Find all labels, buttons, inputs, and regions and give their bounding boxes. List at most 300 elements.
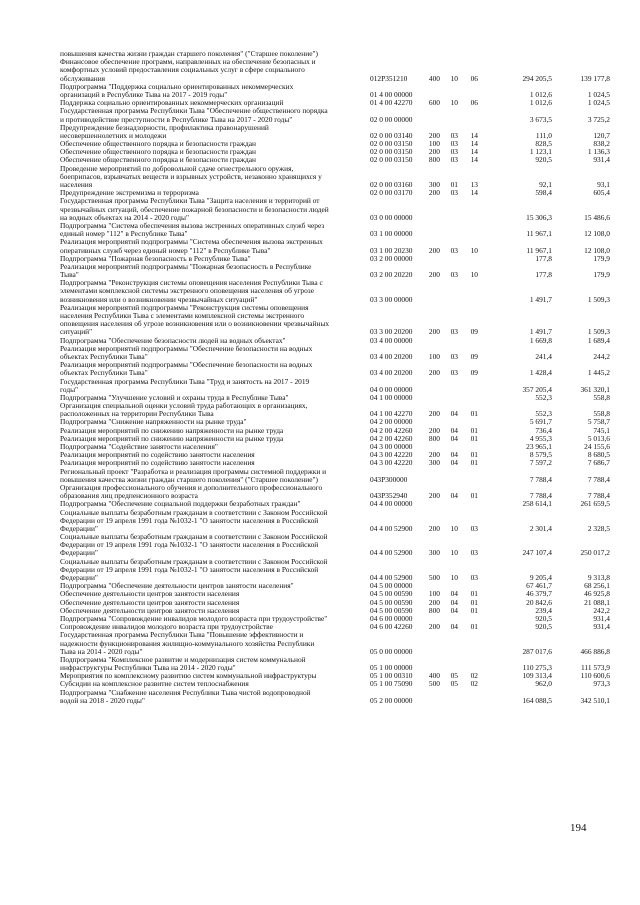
- subsection: 01: [470, 409, 478, 419]
- expense-type: 400: [428, 671, 440, 681]
- amount-year-2: 261 659,5: [580, 499, 610, 509]
- section: 04: [450, 450, 458, 460]
- subsection: 01: [470, 605, 478, 615]
- section: 10: [450, 523, 458, 533]
- description-line: Реализация мероприятий подпрограммы "Система обеспечения вызова экстренных: [60, 238, 323, 247]
- section: 01: [450, 180, 458, 189]
- amount-year-2: 973,3: [593, 679, 610, 689]
- table-row: [60, 631, 612, 656]
- description-line: обслуживания: [60, 74, 106, 83]
- amount-year-2: 111 573,9: [580, 663, 610, 673]
- row-values: [60, 459, 612, 467]
- row-values: [60, 394, 612, 402]
- expense-type: 200: [428, 409, 440, 419]
- table-row: [60, 197, 612, 222]
- description-line: надежности функционирования жилищно-коммунального хозяйства Республики: [60, 639, 315, 648]
- section: 03: [450, 188, 458, 198]
- table-row: [60, 599, 612, 607]
- target-article-code: 05 1 00 00310: [370, 671, 413, 681]
- amount-year-2: 361 320,1: [580, 384, 610, 394]
- expense-type: 500: [428, 573, 440, 582]
- amount-year-2: 244,2: [593, 351, 610, 361]
- description-line: повышения качества жизни граждан старшего поколения" ("Старшее поколение"): [60, 50, 318, 58]
- amount-year-2: 466 886,8: [580, 646, 610, 656]
- expense-type: 300: [428, 458, 440, 468]
- subsection: 09: [470, 327, 478, 337]
- description-line: Обеспечение деятельности центров занятости населения: [60, 606, 240, 615]
- target-article-code: 01 4 00 00000: [370, 89, 413, 99]
- row-values: [60, 189, 612, 197]
- amount-year-1: 1 123,1: [529, 147, 552, 157]
- amount-year-1: 552,3: [535, 392, 552, 402]
- amount-year-2: 1 024,5: [587, 98, 610, 108]
- expense-type: 300: [428, 180, 440, 189]
- description-line: Подпрограмма "Сопровождение инвалидов молодого возраста при трудоустройстве": [60, 614, 328, 623]
- amount-year-2: 931,4: [593, 155, 610, 165]
- row-values: [60, 549, 612, 557]
- section: 05: [450, 671, 458, 681]
- target-article-code: 02 0 00 03170: [370, 188, 413, 198]
- amount-year-2: 3 725,2: [587, 114, 610, 124]
- row-values: [60, 369, 612, 377]
- description-line: повышения качества жизни граждан старшего поколения" ("Старшее поколение"): [60, 475, 318, 484]
- description-line: образования лиц предпенсионного возраста: [60, 492, 198, 501]
- section: 03: [450, 245, 458, 255]
- amount-year-2: 1 136,3: [587, 147, 610, 157]
- amount-year-2: 68 256,1: [584, 581, 610, 591]
- amount-year-1: 23 965,1: [526, 442, 552, 451]
- target-article-code: 04 3 00 42220: [370, 450, 413, 460]
- amount-year-1: 7 788,4: [529, 491, 552, 501]
- table-row: [60, 500, 612, 508]
- amount-year-1: 3 673,5: [529, 114, 552, 124]
- row-values: [60, 607, 612, 615]
- description-line: Подпрограмма "Улучшение условий и охраны труда в Республике Тыва": [60, 393, 289, 402]
- section: 03: [450, 130, 458, 140]
- amount-year-1: 241,4: [535, 351, 552, 361]
- target-article-code: 02 0 00 03140: [370, 130, 413, 140]
- table-row: [60, 99, 612, 107]
- target-article-code: 04 2 00 42260: [370, 425, 413, 435]
- expense-type: 800: [428, 605, 440, 615]
- amount-year-2: 1 509,3: [587, 294, 610, 304]
- description-line: Поддержка социально ориентированных некоммерческих организаций: [60, 99, 284, 108]
- amount-year-1: 67 461,7: [526, 581, 552, 591]
- description-line: оперативных служб через единый номер "112" в Республике Тыва": [60, 246, 271, 255]
- amount-year-2: 2 328,5: [587, 523, 610, 533]
- description-line: комфортных условий предоставления социальных услуг в сфере социального: [60, 66, 305, 75]
- amount-year-2: 558,8: [593, 409, 610, 419]
- description-line: несовершеннолетних и молодежи: [60, 131, 167, 140]
- row-values: [60, 680, 612, 688]
- description-line: Федерации от 19 апреля 1991 года №1032-1 "О занятости населения в Российской: [60, 541, 319, 550]
- expense-type: 200: [428, 327, 440, 337]
- row-values: [60, 697, 612, 705]
- description-line: Обеспечение деятельности центров занятости населения: [60, 590, 240, 599]
- description-line: Реализация мероприятий по содействию занятости населения: [60, 451, 255, 460]
- section: 10: [450, 98, 458, 108]
- section: 10: [450, 73, 458, 83]
- amount-year-2: 605,4: [593, 188, 610, 198]
- subsection: 10: [470, 245, 478, 255]
- amount-year-1: 7 597,2: [529, 458, 552, 468]
- row-values: [60, 500, 612, 508]
- subsection: 09: [470, 368, 478, 378]
- target-article-code: 043P352940: [370, 491, 408, 501]
- table-row: [60, 394, 612, 402]
- expense-type: 200: [428, 523, 440, 533]
- target-article-code: 05 0 00 00000: [370, 646, 413, 656]
- table-row: [60, 83, 612, 99]
- row-values: [60, 247, 612, 255]
- expense-type: 800: [428, 155, 440, 165]
- description-line: чрезвычайных ситуаций, обеспечение пожарной безопасности и безопасности людей: [60, 205, 329, 214]
- row-values: [60, 255, 612, 263]
- amount-year-2: 7 788,4: [587, 474, 610, 484]
- row-values: [60, 672, 612, 680]
- table-row: [60, 337, 612, 345]
- subsection: 01: [470, 622, 478, 632]
- amount-year-1: 92,1: [539, 180, 552, 189]
- section: 04: [450, 458, 458, 468]
- description-line: населения: [60, 181, 93, 189]
- amount-year-1: 5 691,7: [529, 417, 552, 427]
- row-values: [60, 116, 612, 124]
- table-row: [60, 418, 612, 426]
- expense-type: 200: [428, 368, 440, 378]
- amount-year-2: 12 108,0: [584, 245, 610, 255]
- description-line: Подпрограмма "Обеспечение деятельности центров занятости населения": [60, 582, 294, 591]
- description-line: Федерации": [60, 574, 98, 582]
- amount-year-1: 258 614,1: [522, 499, 552, 509]
- amount-year-1: 920,5: [535, 155, 552, 165]
- table-row: [60, 558, 612, 583]
- amount-year-1: 109 313,4: [522, 671, 552, 681]
- amount-year-2: 120,7: [593, 130, 610, 140]
- description-line: Государственная программа Республики Тыва "Повышение эффективности и: [60, 631, 304, 640]
- amount-year-1: 920,5: [535, 613, 552, 623]
- expense-type: 200: [428, 245, 440, 255]
- target-article-code: 012P351210: [370, 73, 408, 83]
- target-article-code: 02 0 00 03150: [370, 155, 413, 165]
- amount-year-1: 552,3: [535, 409, 552, 419]
- expense-type: 100: [428, 351, 440, 361]
- subsection: 13: [470, 180, 478, 189]
- row-values: [60, 525, 612, 533]
- section: 10: [450, 573, 458, 582]
- table-row: [60, 50, 612, 83]
- table-row: [60, 672, 612, 680]
- amount-year-1: 9 205,4: [529, 573, 552, 582]
- amount-year-1: 11 967,1: [526, 229, 552, 239]
- table-row: [60, 607, 612, 615]
- amount-year-1: 357 205,4: [522, 384, 552, 394]
- amount-year-2: 21 088,1: [584, 597, 610, 607]
- description-line: объектах Республики Тыва": [60, 352, 148, 361]
- description-line: Социальные выплаты безработным гражданам в соответствии с Законом Российской: [60, 533, 328, 542]
- description-line: Подпрограмма "Комплексное развитие и модернизация систем коммунальной: [60, 655, 306, 664]
- table-row: [60, 623, 612, 631]
- target-article-code: 02 0 00 03150: [370, 139, 413, 149]
- target-article-code: 05 1 00 00000: [370, 663, 413, 673]
- table-row: [60, 402, 612, 418]
- amount-year-1: 110 275,3: [522, 663, 552, 673]
- amount-year-2: 110 600,6: [580, 671, 610, 681]
- description-line: Государственная программа Республики Тыва "Труд и занятость на 2017 - 2019: [60, 377, 310, 386]
- target-article-code: 04 5 00 00590: [370, 597, 413, 607]
- description-line: единый номер "112" в Республике Тыва": [60, 230, 188, 239]
- amount-year-1: 177,8: [535, 270, 552, 280]
- table-row: [60, 378, 612, 394]
- amount-year-2: 558,8: [593, 392, 610, 402]
- expense-type: 800: [428, 433, 440, 443]
- row-values: [60, 418, 612, 426]
- description-line: Государственная программа Республики Тыва "Защита населения и территорий от: [60, 197, 320, 206]
- description-line: Организация профессионального обучения и дополнительного профессионального: [60, 483, 323, 492]
- section: 03: [450, 270, 458, 280]
- description-line: Федерации от 19 апреля 1991 года №1032-1 "О занятости населения в Российской: [60, 565, 319, 574]
- amount-year-1: 239,4: [535, 605, 552, 615]
- section: 04: [450, 589, 458, 599]
- description-line: Подпрограмма "Поддержка социально ориентированных некоммерческих: [60, 82, 294, 91]
- description-line: возникновения или о возникновении чрезвычайных ситуаций": [60, 295, 258, 304]
- description-line: Обеспечение общественного порядка и безопасности граждан: [60, 140, 256, 149]
- amount-year-1: 736,4: [535, 425, 552, 435]
- description-line: Тыва": [60, 271, 79, 280]
- page-number: 194: [570, 822, 587, 834]
- description-line: Предупреждение экстремизма и терроризма: [60, 189, 199, 198]
- target-article-code: 04 4 00 52900: [370, 523, 413, 533]
- target-article-code: 04 6 00 00000: [370, 613, 413, 623]
- description-line: водой на 2018 - 2020 годы": [60, 696, 145, 705]
- subsection: 01: [470, 589, 478, 599]
- target-article-code: 02 0 00 03160: [370, 180, 413, 189]
- table-row: [60, 459, 612, 467]
- amount-year-1: 7 788,4: [529, 474, 552, 484]
- amount-year-1: 11 967,1: [526, 245, 552, 255]
- target-article-code: 01 4 00 42270: [370, 98, 413, 108]
- target-article-code: 04 0 00 00000: [370, 384, 413, 394]
- section: 03: [450, 327, 458, 337]
- description-line: Мероприятия по комплексному развитию систем коммунальной инфраструктуры: [60, 672, 317, 681]
- amount-year-1: 247 107,4: [522, 548, 552, 558]
- amount-year-2: 7 686,7: [587, 458, 610, 468]
- expense-type: 200: [428, 147, 440, 157]
- section: 03: [450, 139, 458, 149]
- amount-year-1: 1 428,4: [529, 368, 552, 378]
- section: 04: [450, 605, 458, 615]
- amount-year-1: 111,0: [535, 130, 552, 140]
- section: 04: [450, 433, 458, 443]
- description-line: Реализация мероприятий подпрограммы "Обеспечение безопасности на водных: [60, 344, 313, 353]
- target-article-code: 03 2 00 00000: [370, 253, 413, 263]
- amount-year-2: 1 445,2: [587, 368, 610, 378]
- table-row: [60, 156, 612, 164]
- table-row: [60, 304, 612, 337]
- target-article-code: 04 4 00 52900: [370, 573, 413, 582]
- subsection: 14: [470, 155, 478, 165]
- amount-year-1: 1 012,6: [529, 89, 552, 99]
- table-row: [60, 263, 612, 279]
- description-line: Подпрограмма "Пожарная безопасность в Республике Тыва": [60, 254, 251, 263]
- section: 04: [450, 409, 458, 419]
- target-article-code: 04 2 00 42260: [370, 433, 413, 443]
- target-article-code: 02 0 00 03150: [370, 147, 413, 157]
- amount-year-2: 5 758,7: [587, 417, 610, 427]
- amount-year-1: 287 017,6: [522, 646, 552, 656]
- subsection: 03: [470, 548, 478, 558]
- target-article-code: 03 3 00 20200: [370, 327, 413, 337]
- description-line: Подпрограмма "Система обеспечения вызова экстренных оперативных служб через: [60, 221, 325, 230]
- row-values: [60, 214, 612, 222]
- expense-type: 200: [428, 130, 440, 140]
- row-values: [60, 230, 612, 238]
- description-line: Реализация мероприятий по содействию занятости населения: [60, 459, 255, 468]
- subsection: 02: [470, 679, 478, 689]
- row-values: [60, 75, 612, 83]
- description-line: Подпрограмма "Снабжение населения Республики Тыва чистой водопроводной: [60, 688, 311, 697]
- expense-type: 200: [428, 188, 440, 198]
- amount-year-1: 294 205,5: [522, 73, 552, 83]
- table-row: [60, 680, 612, 688]
- expense-type: 200: [428, 622, 440, 632]
- section: 03: [450, 351, 458, 361]
- amount-year-1: 1 491,7: [529, 294, 552, 304]
- amount-year-2: 838,2: [593, 139, 610, 149]
- amount-year-2: 931,4: [593, 622, 610, 632]
- amount-year-2: 139 177,8: [580, 73, 610, 83]
- amount-year-1: 1 012,6: [529, 98, 552, 108]
- subsection: 03: [470, 523, 478, 533]
- expense-type: 200: [428, 597, 440, 607]
- subsection: 06: [470, 98, 478, 108]
- amount-year-1: 828,5: [535, 139, 552, 149]
- row-values: [60, 148, 612, 156]
- table-row: [60, 509, 612, 534]
- description-line: инфраструктуры Республики Тыва на 2014 - 2020 годы": [60, 664, 236, 673]
- amount-year-2: 5 013,6: [587, 433, 610, 443]
- target-article-code: 03 4 00 00000: [370, 335, 413, 345]
- row-values: [60, 615, 612, 623]
- description-line: Организация специальной оценки условий труда работающих в организациях,: [60, 402, 308, 411]
- amount-year-1: 2 301,4: [529, 523, 552, 533]
- table-row: [60, 484, 612, 500]
- amount-year-1: 920,5: [535, 622, 552, 632]
- amount-year-2: 12 108,0: [584, 229, 610, 239]
- description-line: Финансовое обеспечение программ, направленных на обеспечение безопасных и: [60, 58, 316, 67]
- table-row: [60, 148, 612, 156]
- table-row: [60, 279, 612, 304]
- description-line: и противодействие преступности в Республике Тыва на 2017 - 2020 годы": [60, 115, 293, 124]
- row-values: [60, 156, 612, 164]
- description-line: Федерации": [60, 524, 98, 533]
- description-line: на водных объектах на 2014 - 2020 годы": [60, 213, 189, 222]
- target-article-code: 04 6 00 42260: [370, 622, 413, 632]
- table-row: [60, 361, 612, 377]
- table-row: [60, 615, 612, 623]
- amount-year-2: 179,9: [593, 270, 610, 280]
- description-line: Реализация мероприятий подпрограммы "Обеспечение безопасности на водных: [60, 361, 313, 370]
- amount-year-1: 177,8: [535, 253, 552, 263]
- target-article-code: 02 0 00 00000: [370, 114, 413, 124]
- description-line: Сопровождение инвалидов молодого возраста при трудоустройстве: [60, 623, 273, 632]
- amount-year-2: 179,9: [593, 253, 610, 263]
- section: 05: [450, 679, 458, 689]
- subsection: 14: [470, 188, 478, 198]
- expense-type: 200: [428, 491, 440, 501]
- target-article-code: 04 5 00 00590: [370, 605, 413, 615]
- target-article-code: 03 1 00 20230: [370, 245, 413, 255]
- description-line: населения Республики Тыва с элементами комплексной системы экстренного: [60, 312, 305, 320]
- target-article-code: 04 1 00 00000: [370, 392, 413, 402]
- description-line: ситуаций": [60, 328, 93, 337]
- amount-year-2: 8 680,5: [587, 450, 610, 460]
- table-row: [60, 656, 612, 672]
- description-line: Реализация мероприятий по снижению напряженности на рынке труда: [60, 434, 284, 443]
- target-article-code: 04 4 00 52900: [370, 548, 413, 558]
- budget-table: [60, 50, 612, 705]
- target-article-code: 03 3 00 00000: [370, 294, 413, 304]
- target-article-code: 05 2 00 00000: [370, 695, 413, 705]
- description-line: боеприпасов, взрывчатых веществ и взрывных устройств, незаконно хранящихся у: [60, 172, 322, 181]
- description-line: Государственная программа Республики Тыва "Обеспечение общественного порядка: [60, 107, 328, 116]
- expense-type: 100: [428, 139, 440, 149]
- amount-year-1: 15 306,3: [526, 212, 552, 222]
- amount-year-1: 1 669,8: [529, 335, 552, 345]
- row-values: [60, 599, 612, 607]
- table-row: [60, 238, 612, 254]
- amount-year-2: 931,4: [593, 613, 610, 623]
- amount-year-1: 164 088,5: [522, 695, 552, 705]
- table-row: [60, 124, 612, 140]
- subsection: 01: [470, 491, 478, 501]
- row-values: [60, 386, 612, 394]
- target-article-code: 03 1 00 00000: [370, 229, 413, 239]
- row-values: [60, 296, 612, 304]
- section: 04: [450, 597, 458, 607]
- subsection: 14: [470, 130, 478, 140]
- amount-year-1: 962,0: [535, 679, 552, 689]
- amount-year-2: 15 486,6: [584, 212, 610, 222]
- table-row: [60, 189, 612, 197]
- subsection: 01: [470, 433, 478, 443]
- row-values: [60, 337, 612, 345]
- subsection: 02: [470, 671, 478, 681]
- amount-year-1: 8 579,5: [529, 450, 552, 460]
- row-values: [60, 648, 612, 656]
- section: 10: [450, 548, 458, 558]
- table-row: [60, 689, 612, 705]
- row-values: [60, 181, 612, 189]
- amount-year-2: 46 925,8: [584, 589, 610, 599]
- row-values: [60, 623, 612, 631]
- description-line: Федерации от 19 апреля 1991 года №1032-1 "О занятости населения в Российской: [60, 516, 319, 525]
- row-values: [60, 476, 612, 484]
- subsection: 09: [470, 351, 478, 361]
- section: 04: [450, 425, 458, 435]
- subsection: 03: [470, 573, 478, 582]
- description-line: Подпрограмма "Снижение напряженности на рынке труда": [60, 418, 247, 427]
- subsection: 14: [470, 139, 478, 149]
- description-line: Субсидии на комплексное развитие систем теплоснабжения: [60, 680, 249, 689]
- description-line: Подпрограмма "Содействие занятости населения": [60, 443, 218, 451]
- row-values: [60, 271, 612, 279]
- subsection: 01: [470, 458, 478, 468]
- table-row: [60, 345, 612, 361]
- table-row: [60, 107, 612, 123]
- description-line: Социальные выплаты безработным гражданам в соответствии с Законом Российской: [60, 508, 328, 517]
- target-article-code: 04 2 00 00000: [370, 417, 413, 427]
